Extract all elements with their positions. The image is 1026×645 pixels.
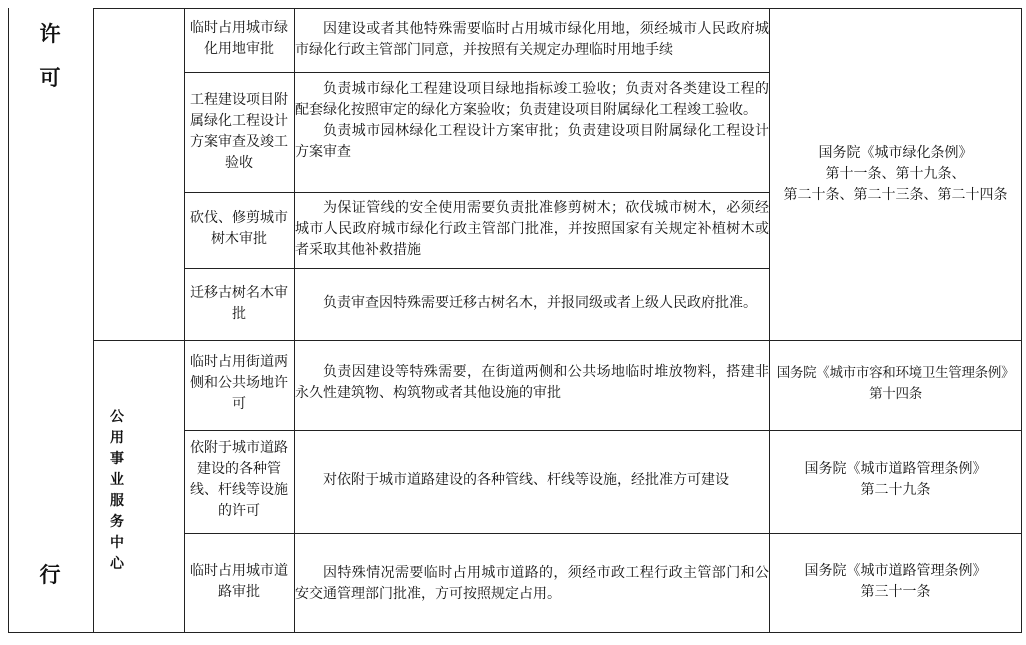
category-char-bottom: 行 <box>39 563 61 587</box>
item-name: 工程建设项目附属绿化工程设计方案审查及竣工验收 <box>190 92 288 171</box>
grid-line <box>93 8 94 633</box>
grid-line <box>93 340 1022 341</box>
legal-basis: 国务院《城市绿化条例》 第十一条、第十九条、 第二十条、第二十三条、第二十四条 <box>783 145 1008 203</box>
grid-line <box>1021 8 1022 633</box>
category-char-top: 许 <box>39 22 61 46</box>
item-description: 负责城市绿化工程建设项目绿地指标竣工验收；负责对各类建设工程的配套绿化按照审定的绿化方案验收；负责建设项目附属绿化工程竣工验收。 负责城市园林绿化工程设计方案审批；负责建设项目附属绿化工程设计方案审查 <box>295 81 769 160</box>
category-char-mid: 可 <box>39 66 61 90</box>
grid-line <box>8 632 1022 633</box>
grid-line <box>184 8 185 633</box>
grid-line <box>93 8 1022 9</box>
item-description: 为保证管线的安全使用需要负责批准修剪树木；砍伐城市树木，必须经城市人民政府城市绿化行政主管部门批准，并按照国家有关规定补植树木或者采取其他补救措施 <box>295 200 769 258</box>
grid-line <box>184 533 1022 534</box>
grid-line <box>184 430 1022 431</box>
item-name: 临时占用城市道路审批 <box>190 563 288 600</box>
item-description: 负责因建设等特殊需要，在街道两侧和公共场地临时堆放物料，搭建非永久性建筑物、构筑物或者其他设施的审批 <box>295 364 769 401</box>
item-name: 砍伐、修剪城市树木审批 <box>190 210 288 247</box>
item-description: 因特殊情况需要临时占用城市道路的，须经市政工程行政主管部门和公安交通管理部门批准，方可按照规定占用。 <box>295 565 769 602</box>
item-name: 临时占用街道两侧和公共场地许可 <box>190 354 288 412</box>
item-name: 临时占用城市绿化用地审批 <box>190 20 288 57</box>
item-description: 负责审查因特殊需要迁移古树名木，并报同级或者上级人民政府批准。 <box>323 295 757 311</box>
department-label: 公 用 事 业 服 务 中 心 <box>110 409 124 572</box>
legal-basis: 国务院《城市道路管理条例》 第二十九条 <box>804 461 987 498</box>
legal-basis: 国务院《城市道路管理条例》 第三十一条 <box>804 563 987 600</box>
grid-line <box>8 8 9 633</box>
grid-line <box>184 268 770 269</box>
grid-line <box>769 8 770 633</box>
legal-basis: 国务院《城市市容和环境卫生管理条例》 第十四条 <box>776 365 1015 402</box>
item-name: 依附于城市道路建设的各种管线、杆线等设施的许可 <box>190 440 288 519</box>
item-name: 迁移古树名木审批 <box>190 285 288 322</box>
item-description: 对依附于城市道路建设的各种管线、杆线等设施，经批准方可建设 <box>323 472 729 488</box>
grid-line <box>184 192 770 193</box>
item-description: 因建设或者其他特殊需要临时占用城市绿化用地，须经城市人民政府城市绿化行政主管部门同意，并按照有关规定办理临时用地手续 <box>295 21 769 58</box>
grid-line <box>184 72 770 73</box>
